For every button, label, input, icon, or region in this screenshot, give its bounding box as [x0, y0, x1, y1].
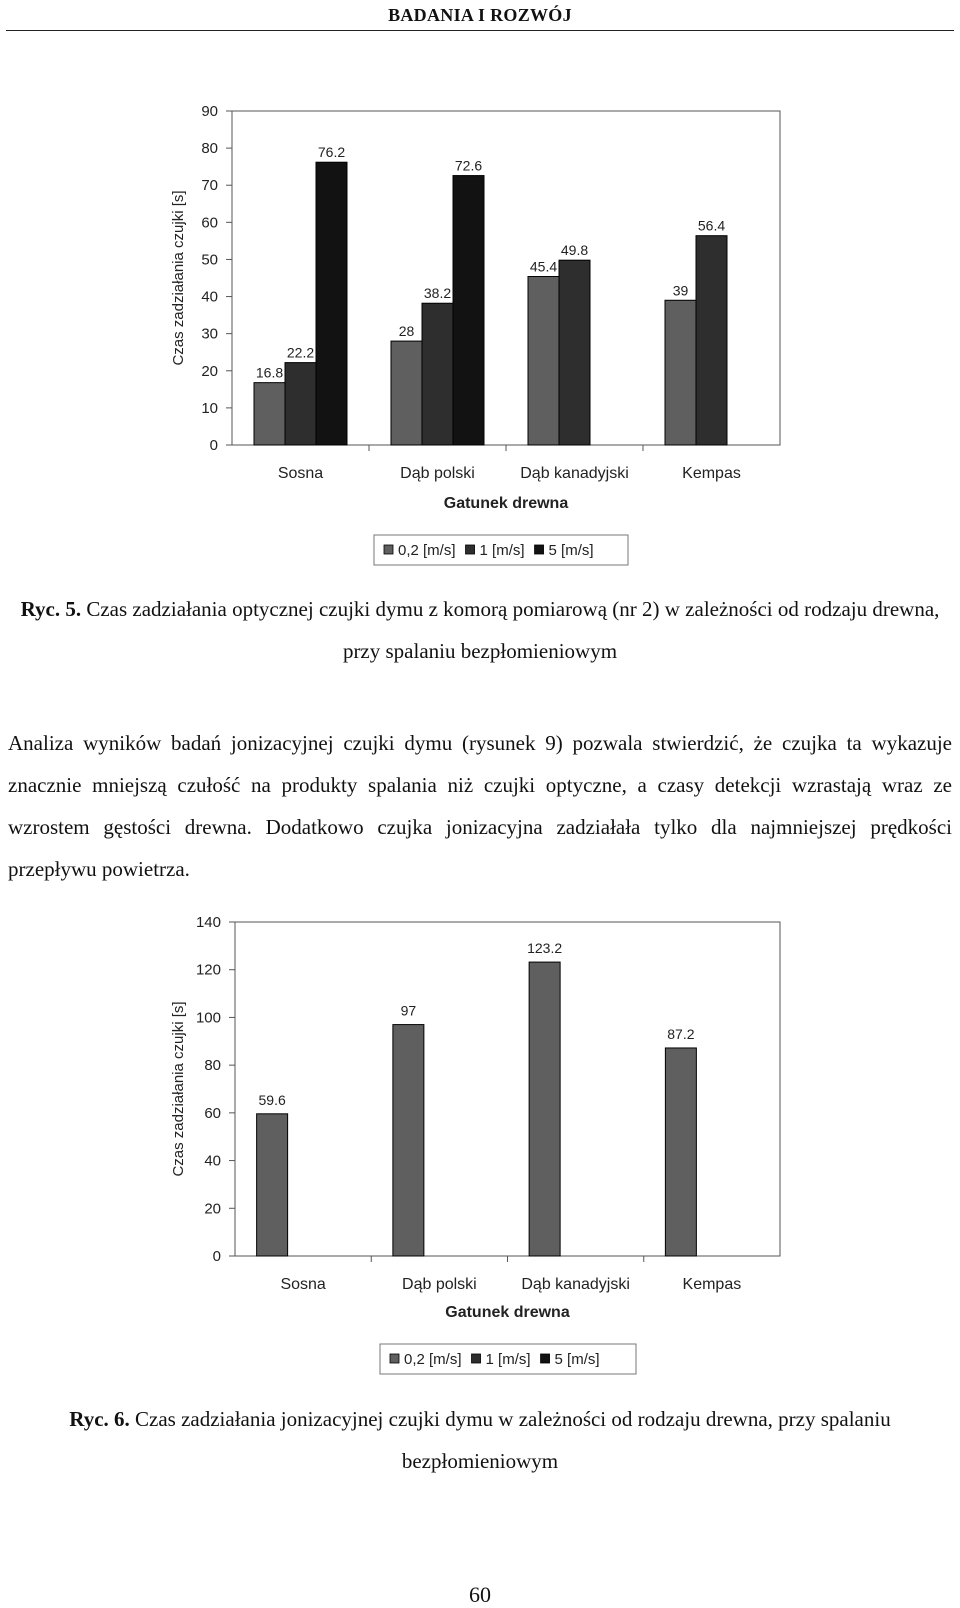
ryc6-ytick-label: 60	[204, 1104, 221, 1122]
ryc5-ytick-label: 40	[201, 288, 218, 306]
ryc5-data-label: 49.8	[560, 242, 589, 259]
ryc6-category-label: Kempas	[682, 1276, 742, 1293]
ryc5-legend-swatch	[535, 545, 544, 554]
ryc5-data-label: 39	[672, 282, 689, 299]
ryc6-category-label: Dąb kanadyjski	[521, 1276, 630, 1293]
ryc5-ytick-label: 0	[209, 437, 218, 454]
ryc6-bar	[257, 1114, 288, 1256]
ryc5-ytick-label: 30	[201, 325, 218, 343]
caption-ryc6	[20, 1398, 940, 1482]
ryc5-data-label: 38.2	[423, 285, 452, 302]
ryc5-ytick-label: 10	[201, 399, 218, 417]
ryc5-data-label: 56.4	[697, 217, 726, 234]
ryc5-category-label: Dąb kanadyjski	[520, 465, 629, 482]
ryc5-xlabel: Gatunek drewna	[443, 495, 569, 512]
ryc5-bar	[453, 176, 484, 445]
chart-ryc6	[0, 900, 960, 1400]
body-paragraph: Analiza wyników badań jonizacyjnej czujki dymu (rysunek 9) pozwala stwierdzić, że czujka ta wykazuje znacznie mniejszą czułość na produkty spalania niż czujki optyczne, a czasy detekcji wzrastają wraz ze wzrostem gęstości drewna. Dodatkowo czujka jonizacyjna zadziałała tylko dla najmniejszej prędkości przepływu powietrza.	[8, 731, 952, 881]
ryc5-category-label: Sosna	[277, 465, 324, 482]
caption-ryc5-label: Ryc. 5.	[20, 597, 82, 621]
ryc6-legend-swatch	[472, 1354, 481, 1363]
ryc5-legend-label: 5 [m/s]	[548, 542, 594, 559]
ryc6-legend-swatch	[541, 1354, 550, 1363]
ryc6-ylabel: Czas zadziałania czujki [s]	[170, 1001, 187, 1177]
ryc5-ytick-label: 50	[201, 251, 218, 269]
chart-ryc5	[0, 0, 960, 585]
ryc5-category-label: Kempas	[682, 465, 741, 482]
ryc6-legend-label: 1 [m/s]	[485, 1351, 531, 1368]
ryc6-ytick-label: 20	[204, 1200, 221, 1218]
ryc5-ytick-label: 90	[201, 103, 218, 120]
ryc5-ytick-label: 60	[201, 214, 218, 232]
ryc6-legend-swatch	[390, 1354, 399, 1363]
ryc5-bar	[528, 277, 559, 445]
ryc5-ytick-label: 20	[201, 362, 218, 380]
ryc6-data-label: 123.2	[527, 940, 563, 957]
ryc5-legend-swatch	[466, 545, 475, 554]
ryc5-bar	[559, 260, 590, 445]
caption-ryc5	[20, 588, 940, 672]
ryc5-data-label: 22.2	[286, 344, 315, 361]
ryc6-legend-label: 0,2 [m/s]	[404, 1351, 462, 1368]
ryc6-ytick-label: 120	[195, 961, 221, 979]
ryc6-category-label: Dąb polski	[402, 1276, 477, 1293]
ryc5-data-label: 28	[398, 323, 415, 340]
ryc5-bar	[285, 363, 316, 445]
ryc6-bar	[529, 962, 560, 1256]
ryc6-xlabel: Gatunek drewna	[445, 1304, 570, 1321]
ryc6-ytick-label: 40	[204, 1152, 221, 1170]
ryc5-bar	[696, 236, 727, 445]
ryc5-data-label: 76.2	[317, 144, 346, 161]
ryc5-data-label: 45.4	[529, 258, 558, 275]
ryc6-ytick-label: 140	[195, 914, 221, 931]
ryc5-legend-label: 1 [m/s]	[479, 542, 525, 559]
ryc6-ytick-label: 0	[212, 1248, 221, 1265]
ryc6-plot-frame	[235, 922, 780, 1256]
ryc6-data-label: 59.6	[258, 1091, 286, 1108]
running-header: BADANIA I ROZWÓJ	[388, 5, 572, 25]
ryc6-data-label: 97	[400, 1002, 417, 1019]
ryc5-legend-label: 0,2 [m/s]	[398, 542, 456, 559]
ryc6-data-label: 87.2	[667, 1025, 695, 1042]
ryc5-ytick-label: 80	[201, 140, 218, 158]
ryc6-ytick-label: 80	[204, 1057, 221, 1075]
ryc5-bar	[391, 341, 422, 445]
ryc6-bar	[665, 1048, 696, 1256]
caption-ryc5-text: Czas zadziałania optycznej czujki dymu z komorą pomiarową (nr 2) w zależności od rodzaju drewna, przy spalaniu bezpłomieniowym	[86, 597, 940, 663]
ryc5-legend-swatch	[384, 545, 393, 554]
ryc5-bar	[422, 303, 453, 445]
ryc5-bar	[254, 383, 285, 445]
ryc6-bar	[393, 1025, 424, 1256]
ryc6-legend-label: 5 [m/s]	[554, 1351, 600, 1368]
ryc5-data-label: 72.6	[454, 157, 483, 174]
ryc5-category-label: Dąb polski	[400, 465, 475, 482]
page-number: 60	[469, 1582, 491, 1607]
caption-ryc6-label: Ryc. 6.	[69, 1407, 130, 1431]
ryc5-bar	[665, 300, 696, 445]
caption-ryc6-text: Czas zadziałania jonizacyjnej czujki dymu w zależności od rodzaju drewna, przy spalaniu bezpłomieniowym	[135, 1407, 891, 1473]
ryc6-category-label: Sosna	[280, 1276, 326, 1293]
ryc5-ytick-label: 70	[201, 177, 218, 195]
ryc5-data-label: 16.8	[255, 364, 284, 381]
ryc5-ylabel: Czas zadziałania czujki [s]	[170, 190, 187, 366]
ryc6-ytick-label: 100	[195, 1009, 221, 1027]
ryc5-bar	[316, 162, 347, 445]
